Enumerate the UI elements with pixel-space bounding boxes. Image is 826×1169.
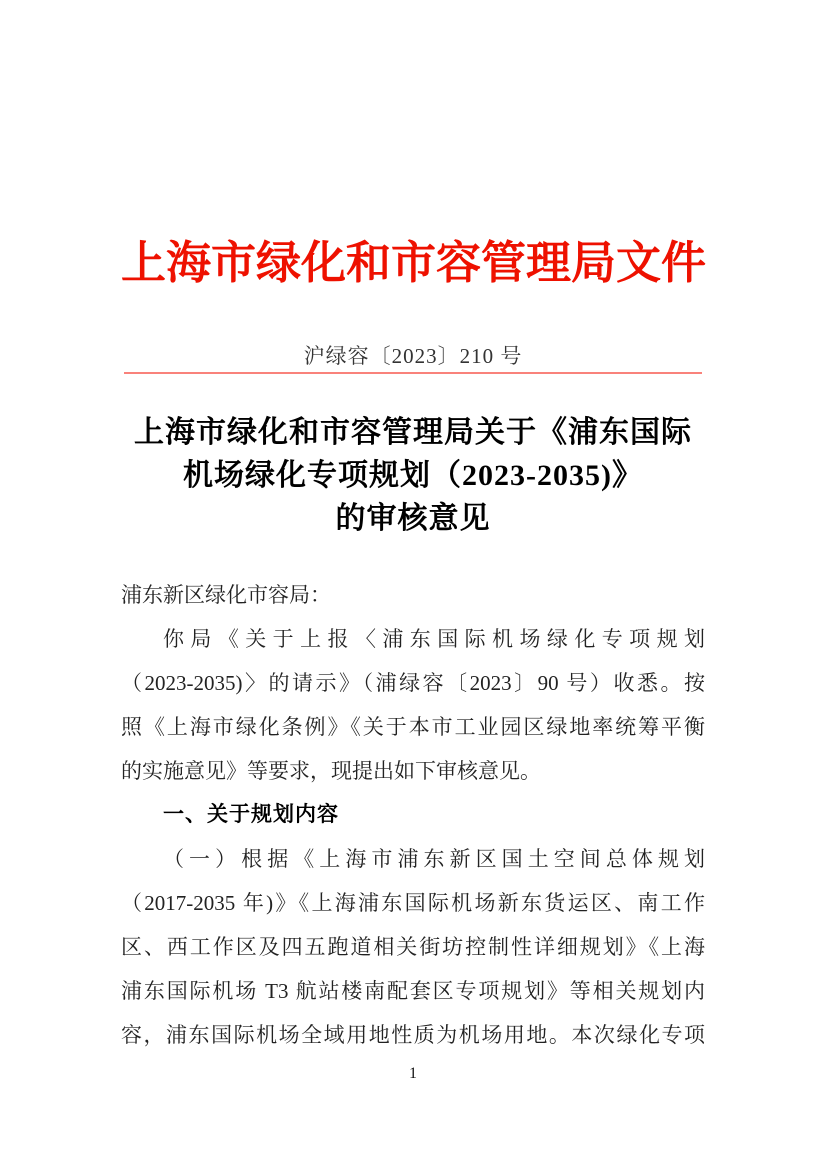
document-title-line-2: 机场绿化专项规划（2023-2035)》 [183,459,643,492]
addressee-line: 浦东新区绿化市容局： [121,583,331,607]
document-title-line-1: 上海市绿化和市容管理局关于《浦东国际 [134,416,692,449]
document-number: 沪绿容〔2023〕210 号 [303,344,523,368]
body-line: 的实施意见》等要求，现提出如下审核意见。 [121,759,541,783]
document-title-line-3: 的审核意见 [335,502,491,535]
agency-header-title: 上海市绿化和市容管理局文件 [121,238,707,288]
document-title [101,411,725,540]
body-line: （2023-2035)〉的请示》（浦绿容〔2023〕90 号）收悉。按 [121,671,705,695]
body-line: 容，浦东国际机场全域用地性质为机场用地。本次绿化专项 [121,1023,705,1047]
body-line: 你局《关于上报〈浦东国际机场绿化专项规划 [163,627,705,651]
document-body [121,573,705,1057]
red-divider-line [124,372,702,374]
section-heading: 一、关于规划内容 [163,803,339,826]
body-line: 照《上海市绿化条例》《关于本市工业园区绿地率统筹平衡 [121,715,705,739]
body-line: （一）根据《上海市浦东新区国土空间总体规划 [163,847,705,871]
body-line: 区、西工作区及四五跑道相关街坊控制性详细规划》《上海 [121,935,705,959]
body-line: 浦东国际机场 T3 航站楼南配套区专项规划》等相关规划内 [121,979,705,1003]
body-line: （2017-2035 年)》《上海浦东国际机场新东货运区、南工作 [121,891,705,915]
page-number: 1 [409,1065,417,1082]
